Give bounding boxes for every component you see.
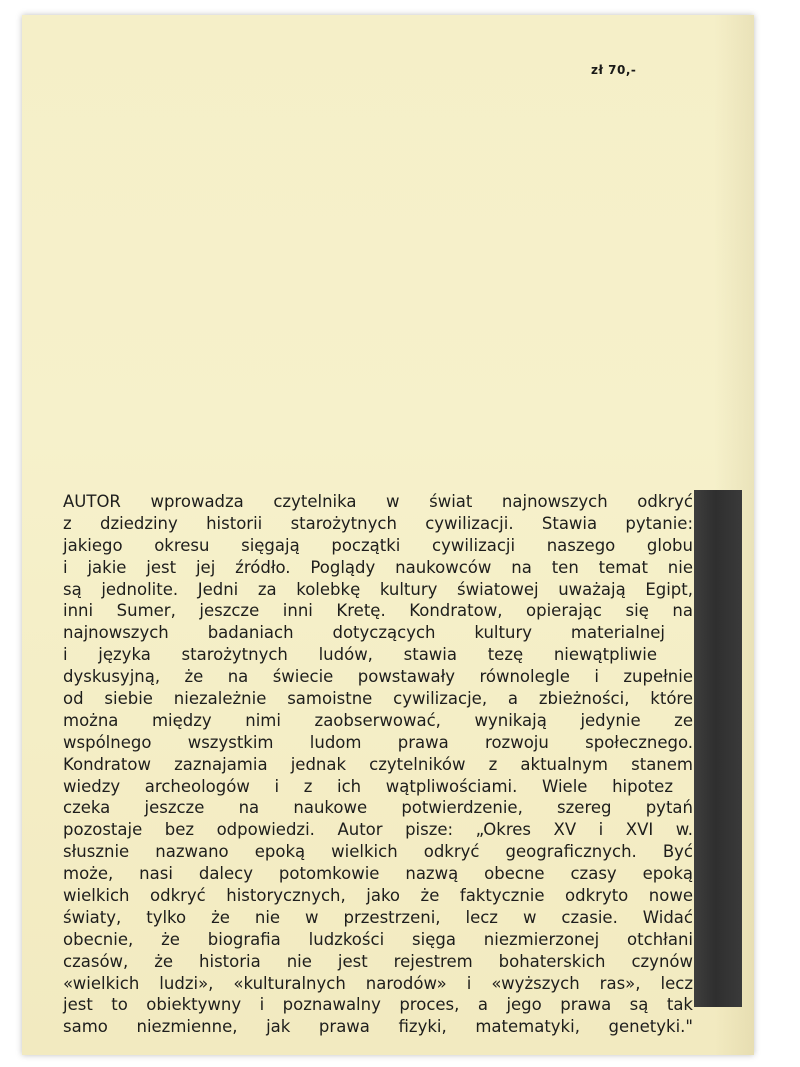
blurb-line: pozostaje bez odpowiedzi. Autor pisze: „Okres XV i XVI w. [63, 820, 693, 840]
blurb-line: słusznie nazwano epoką wielkich odkryć geograficznych. Być [63, 842, 693, 862]
blurb-line: jakiego okresu sięgają początki cywilizacji naszego globu [63, 535, 693, 555]
blurb-line: wielkich odkryć historycznych, jako że faktycznie odkryto nowe [63, 886, 693, 906]
blurb-line: czasów, że historia nie jest rejestrem bohaterskich czynów [63, 951, 693, 971]
blurb-line: samo niezmienne, jak prawa fizyki, matematyki, genetyki." [63, 1017, 693, 1037]
blurb-line: wiedzy archeologów i z ich wątpliwościami. Wiele hipotez [63, 776, 673, 796]
blurb-line: AUTOR wprowadza czytelnika w świat najnowszych odkryć [63, 492, 693, 511]
blurb-line: i jakie jest jej źródło. Poglądy naukowców na ten temat nie [63, 557, 693, 577]
blurb-text [63, 491, 693, 1038]
blurb-line: może, nasi dalecy potomkowie nazwą obecne czasy epoką [63, 864, 693, 884]
dark-vertical-band [694, 490, 742, 1007]
blurb-line: od siebie niezależnie samoistne cywilizacje, a zbieżności, które [63, 689, 693, 709]
blurb-line: i języka starożytnych ludów, stawia tezę niewątpliwie [63, 645, 657, 665]
blurb-line: «wielkich ludzi», «kulturalnych narodów» i «wyższych ras», lecz [63, 973, 693, 993]
blurb-line: Kondratow zaznajamia jednak czytelników z aktualnym stanem [63, 754, 693, 774]
blurb-line: wspólnego wszystkim ludom prawa rozwoju społecznego. [63, 732, 693, 752]
blurb-line: można między nimi zaobserwować, wynikają jedynie ze [63, 710, 693, 730]
blurb-line: światy, tylko że nie w przestrzeni, lecz w czasie. Widać [63, 907, 693, 927]
blurb-line: jest to obiektywny i poznawalny proces, a jego prawa są tak [63, 995, 693, 1015]
blurb-line: obecnie, że biografia ludzkości sięga niezmierzonej otchłani [63, 929, 693, 949]
blurb-line: najnowszych badaniach dotyczących kultury materialnej [63, 623, 665, 643]
blurb-line: są jednolite. Jedni za kolebkę kultury światowej uważają Egipt, [63, 579, 693, 599]
price-label: zł 70,- [591, 63, 637, 77]
blurb-line: dyskusyjną, że na świecie powstawały równolegle i zupełnie [63, 667, 693, 687]
blurb-line: inni Sumer, jeszcze inni Kretę. Kondratow, opierając się na [63, 601, 693, 621]
blurb-line: z dziedziny historii starożytnych cywilizacji. Stawia pytanie: [63, 513, 693, 533]
blurb-line: czeka jeszcze na naukowe potwierdzenie, szereg pytań [63, 798, 693, 818]
